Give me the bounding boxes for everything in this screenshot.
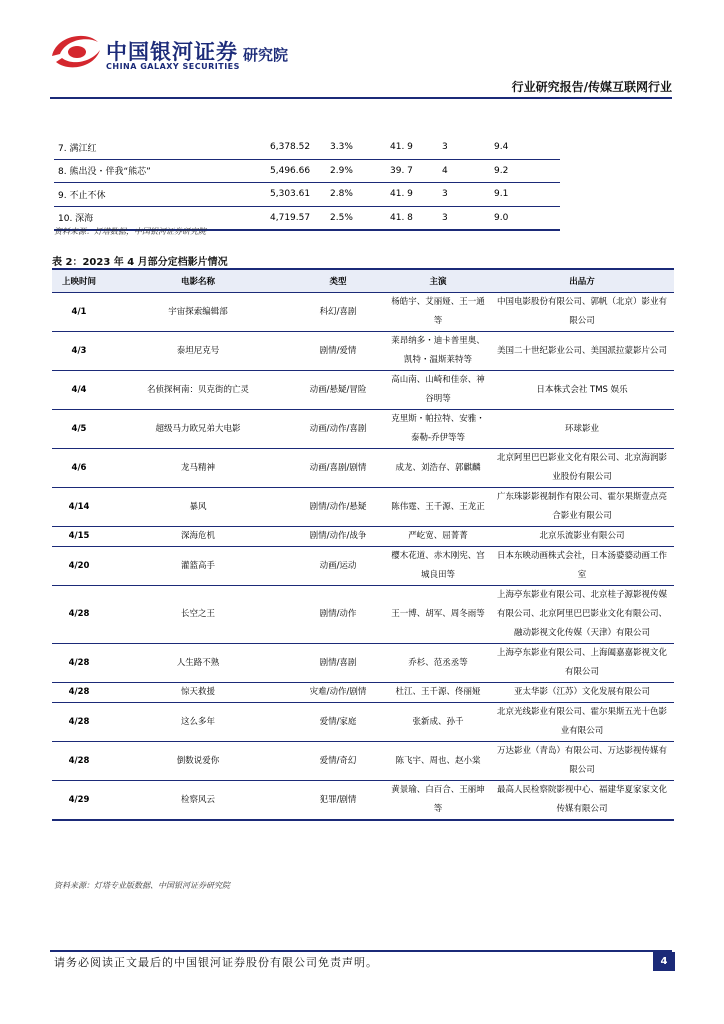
column-header: 电影名称 [106, 269, 290, 293]
table-cell: 深海危机 [106, 527, 290, 547]
table-row [54, 159, 560, 183]
table-cell: 莱昂纳多・迪卡普里奥、凯特・温斯莱特等 [386, 332, 490, 371]
header-divider [50, 97, 672, 99]
column-header: 类型 [290, 269, 386, 293]
table-row [52, 410, 674, 449]
table2-body [52, 293, 674, 821]
table-cell: 克里斯・帕拉特、安雅・泰勒-乔伊等等 [386, 410, 490, 449]
table-cell: 宇宙探索编辑部 [106, 293, 290, 332]
table-cell: 日本东映动画株式会社，日本汤婆婆动画工作室 [490, 547, 674, 586]
logo-text-cn: 中国银河证券 [106, 40, 238, 64]
table-cell: 9.0 [494, 206, 560, 230]
table2-title: 表 2：2023 年 4 月部分定档影片情况 [52, 257, 228, 268]
table-cell: 4/15 [52, 527, 106, 547]
column-header: 出品方 [490, 269, 674, 293]
table-cell: 9.4 [494, 136, 560, 159]
footer-disclaimer: 请务必阅读正文最后的中国银河证券股份有限公司免责声明。 [54, 956, 378, 969]
table-cell: 5,496.66 [270, 159, 330, 183]
table-row [52, 644, 674, 683]
table-row [52, 742, 674, 781]
table-cell: 2.9% [330, 159, 390, 183]
table-cell: 7. 满江红 [54, 136, 270, 159]
table-cell: 最高人民检察院影视中心、福建华夏家家文化传媒有限公司 [490, 781, 674, 821]
box-office-table [54, 136, 560, 231]
table-row [52, 527, 674, 547]
table-cell: 4 [442, 159, 494, 183]
page-number: 4 [653, 952, 675, 971]
table-cell: 名侦探柯南：贝克街的亡灵 [106, 371, 290, 410]
table-cell: 张新成、孙千 [386, 703, 490, 742]
table-cell: 杜江、王千源、佟丽娅 [386, 683, 490, 703]
table-row [52, 332, 674, 371]
table-cell: 9.1 [494, 183, 560, 207]
table-cell: 人生路不熟 [106, 644, 290, 683]
table-cell: 检察风云 [106, 781, 290, 821]
table-cell: 3 [442, 136, 494, 159]
table-row [52, 293, 674, 332]
table-row [52, 449, 674, 488]
table-cell: 中国电影股份有限公司、郭帆（北京）影业有限公司 [490, 293, 674, 332]
table-cell: 暴风 [106, 488, 290, 527]
table-cell: 6,378.52 [270, 136, 330, 159]
table-cell: 5,303.61 [270, 183, 330, 207]
table-cell: 3.3% [330, 136, 390, 159]
table-row [52, 683, 674, 703]
column-header: 上映时间 [52, 269, 106, 293]
table-cell: 北京乐流影业有限公司 [490, 527, 674, 547]
table-cell: 上海亭东影业有限公司、上海阖嘉嘉影视文化有限公司 [490, 644, 674, 683]
table-cell: 北京阿里巴巴影业文化有限公司、北京海润影业股份有限公司 [490, 449, 674, 488]
table-cell: 4/29 [52, 781, 106, 821]
table-cell: 惊天救援 [106, 683, 290, 703]
table-cell: 9.2 [494, 159, 560, 183]
table-cell: 长空之王 [106, 586, 290, 644]
table-cell: 2.8% [330, 183, 390, 207]
table-cell: 剧情/爱情 [290, 332, 386, 371]
column-header: 主演 [386, 269, 490, 293]
table-cell: 4/4 [52, 371, 106, 410]
table-cell: 乔杉、范丞丞等 [386, 644, 490, 683]
table-cell: 灾难/动作/剧情 [290, 683, 386, 703]
table-cell: 3 [442, 206, 494, 230]
logo-institute: 研究院 [243, 46, 289, 64]
table-cell: 动画/动作/喜剧 [290, 410, 386, 449]
table-cell: 4/20 [52, 547, 106, 586]
table-cell: 爱情/家庭 [290, 703, 386, 742]
page-header [0, 0, 724, 100]
table-cell: 万达影业（青岛）有限公司、万达影视传媒有限公司 [490, 742, 674, 781]
table-cell: 美国二十世纪影业公司、美国派拉蒙影片公司 [490, 332, 674, 371]
table-cell: 4/5 [52, 410, 106, 449]
table-row [52, 586, 674, 644]
report-category: 行业研究报告/传媒互联网行业 [511, 80, 672, 94]
table-cell: 2.5% [330, 206, 390, 230]
table-cell: 科幻/喜剧 [290, 293, 386, 332]
table-cell: 4/1 [52, 293, 106, 332]
table-cell: 严屹宽、屈菁菁 [386, 527, 490, 547]
galaxy-logo-icon [46, 28, 104, 74]
logo-text-en: CHINA GALAXY SECURITIES [106, 62, 240, 71]
table-cell: 陈飞宇、周也、赵小棠 [386, 742, 490, 781]
table-header-row [52, 269, 674, 293]
table-cell: 动画/运动 [290, 547, 386, 586]
table-cell: 超级马力欧兄弟大电影 [106, 410, 290, 449]
table-cell: 上海亭东影业有限公司、北京桂子源影视传媒有限公司、北京阿里巴巴影业文化有限公司、融动影视文化传媒（天津）有限公司 [490, 586, 674, 644]
table-cell: 犯罪/剧情 [290, 781, 386, 821]
table-cell: 北京光线影业有限公司、霍尔果斯五光十色影业有限公司 [490, 703, 674, 742]
table-cell: 剧情/动作/战争 [290, 527, 386, 547]
table-cell: 樱木花道、赤木刚宪、宫城良田等 [386, 547, 490, 586]
table-cell: 龙马精神 [106, 449, 290, 488]
table-cell: 广东珠影影视制作有限公司、霍尔果斯壹点亮合影业有限公司 [490, 488, 674, 527]
table-row [52, 703, 674, 742]
table-cell: 动画/悬疑/冒险 [290, 371, 386, 410]
table-cell: 9. 不止不休 [54, 183, 270, 207]
table-row [52, 781, 674, 821]
table-cell: 41. 9 [390, 136, 442, 159]
table-cell: 4/28 [52, 742, 106, 781]
table2-source: 资料来源：灯塔专业版数据、中国银河证券研究院 [54, 881, 230, 890]
table-cell: 4/28 [52, 586, 106, 644]
table-cell: 日本株式会社 TMS 娱乐 [490, 371, 674, 410]
table-cell: 4/28 [52, 644, 106, 683]
table-cell: 8. 熊出没・伴我“熊芯” [54, 159, 270, 183]
table-cell: 黄景瑜、白百合、王丽坤等 [386, 781, 490, 821]
table-cell: 亚太华影（江苏）文化发展有限公司 [490, 683, 674, 703]
table-cell: 4/28 [52, 703, 106, 742]
table-cell: 4,719.57 [270, 206, 330, 230]
table-cell: 成龙、刘浩存、郭麒麟 [386, 449, 490, 488]
table-cell: 杨皓宇、艾丽娅、王一通等 [386, 293, 490, 332]
table-cell: 4/28 [52, 683, 106, 703]
table1-source: 资料来源：灯塔数据，中国银河证券研究院 [54, 227, 206, 236]
table-cell: 环球影业 [490, 410, 674, 449]
table-cell: 10. 深海 [54, 206, 270, 230]
film-schedule-table [52, 268, 674, 821]
table-cell: 倒数说爱你 [106, 742, 290, 781]
table-row [52, 547, 674, 586]
table-cell: 高山南、山崎和佳奈、神谷明等 [386, 371, 490, 410]
table-cell: 剧情/喜剧 [290, 644, 386, 683]
table-cell: 剧情/动作/悬疑 [290, 488, 386, 527]
table-row [52, 371, 674, 410]
table-row [54, 183, 560, 207]
table-cell: 3 [442, 183, 494, 207]
table-row [52, 488, 674, 527]
table-cell: 灌篮高手 [106, 547, 290, 586]
table-cell: 4/6 [52, 449, 106, 488]
table-cell: 39. 7 [390, 159, 442, 183]
table-cell: 动画/喜剧/剧情 [290, 449, 386, 488]
table-cell: 剧情/动作 [290, 586, 386, 644]
table-row [54, 136, 560, 159]
table-cell: 王一博、胡军、周冬雨等 [386, 586, 490, 644]
footer-divider [50, 950, 672, 952]
table-cell: 陈伟霆、王千源、王龙正 [386, 488, 490, 527]
table-cell: 这么多年 [106, 703, 290, 742]
table-cell: 41. 9 [390, 183, 442, 207]
table-cell: 爱情/奇幻 [290, 742, 386, 781]
table-cell: 4/14 [52, 488, 106, 527]
table-cell: 4/3 [52, 332, 106, 371]
table-cell: 泰坦尼克号 [106, 332, 290, 371]
table-cell: 41. 8 [390, 206, 442, 230]
